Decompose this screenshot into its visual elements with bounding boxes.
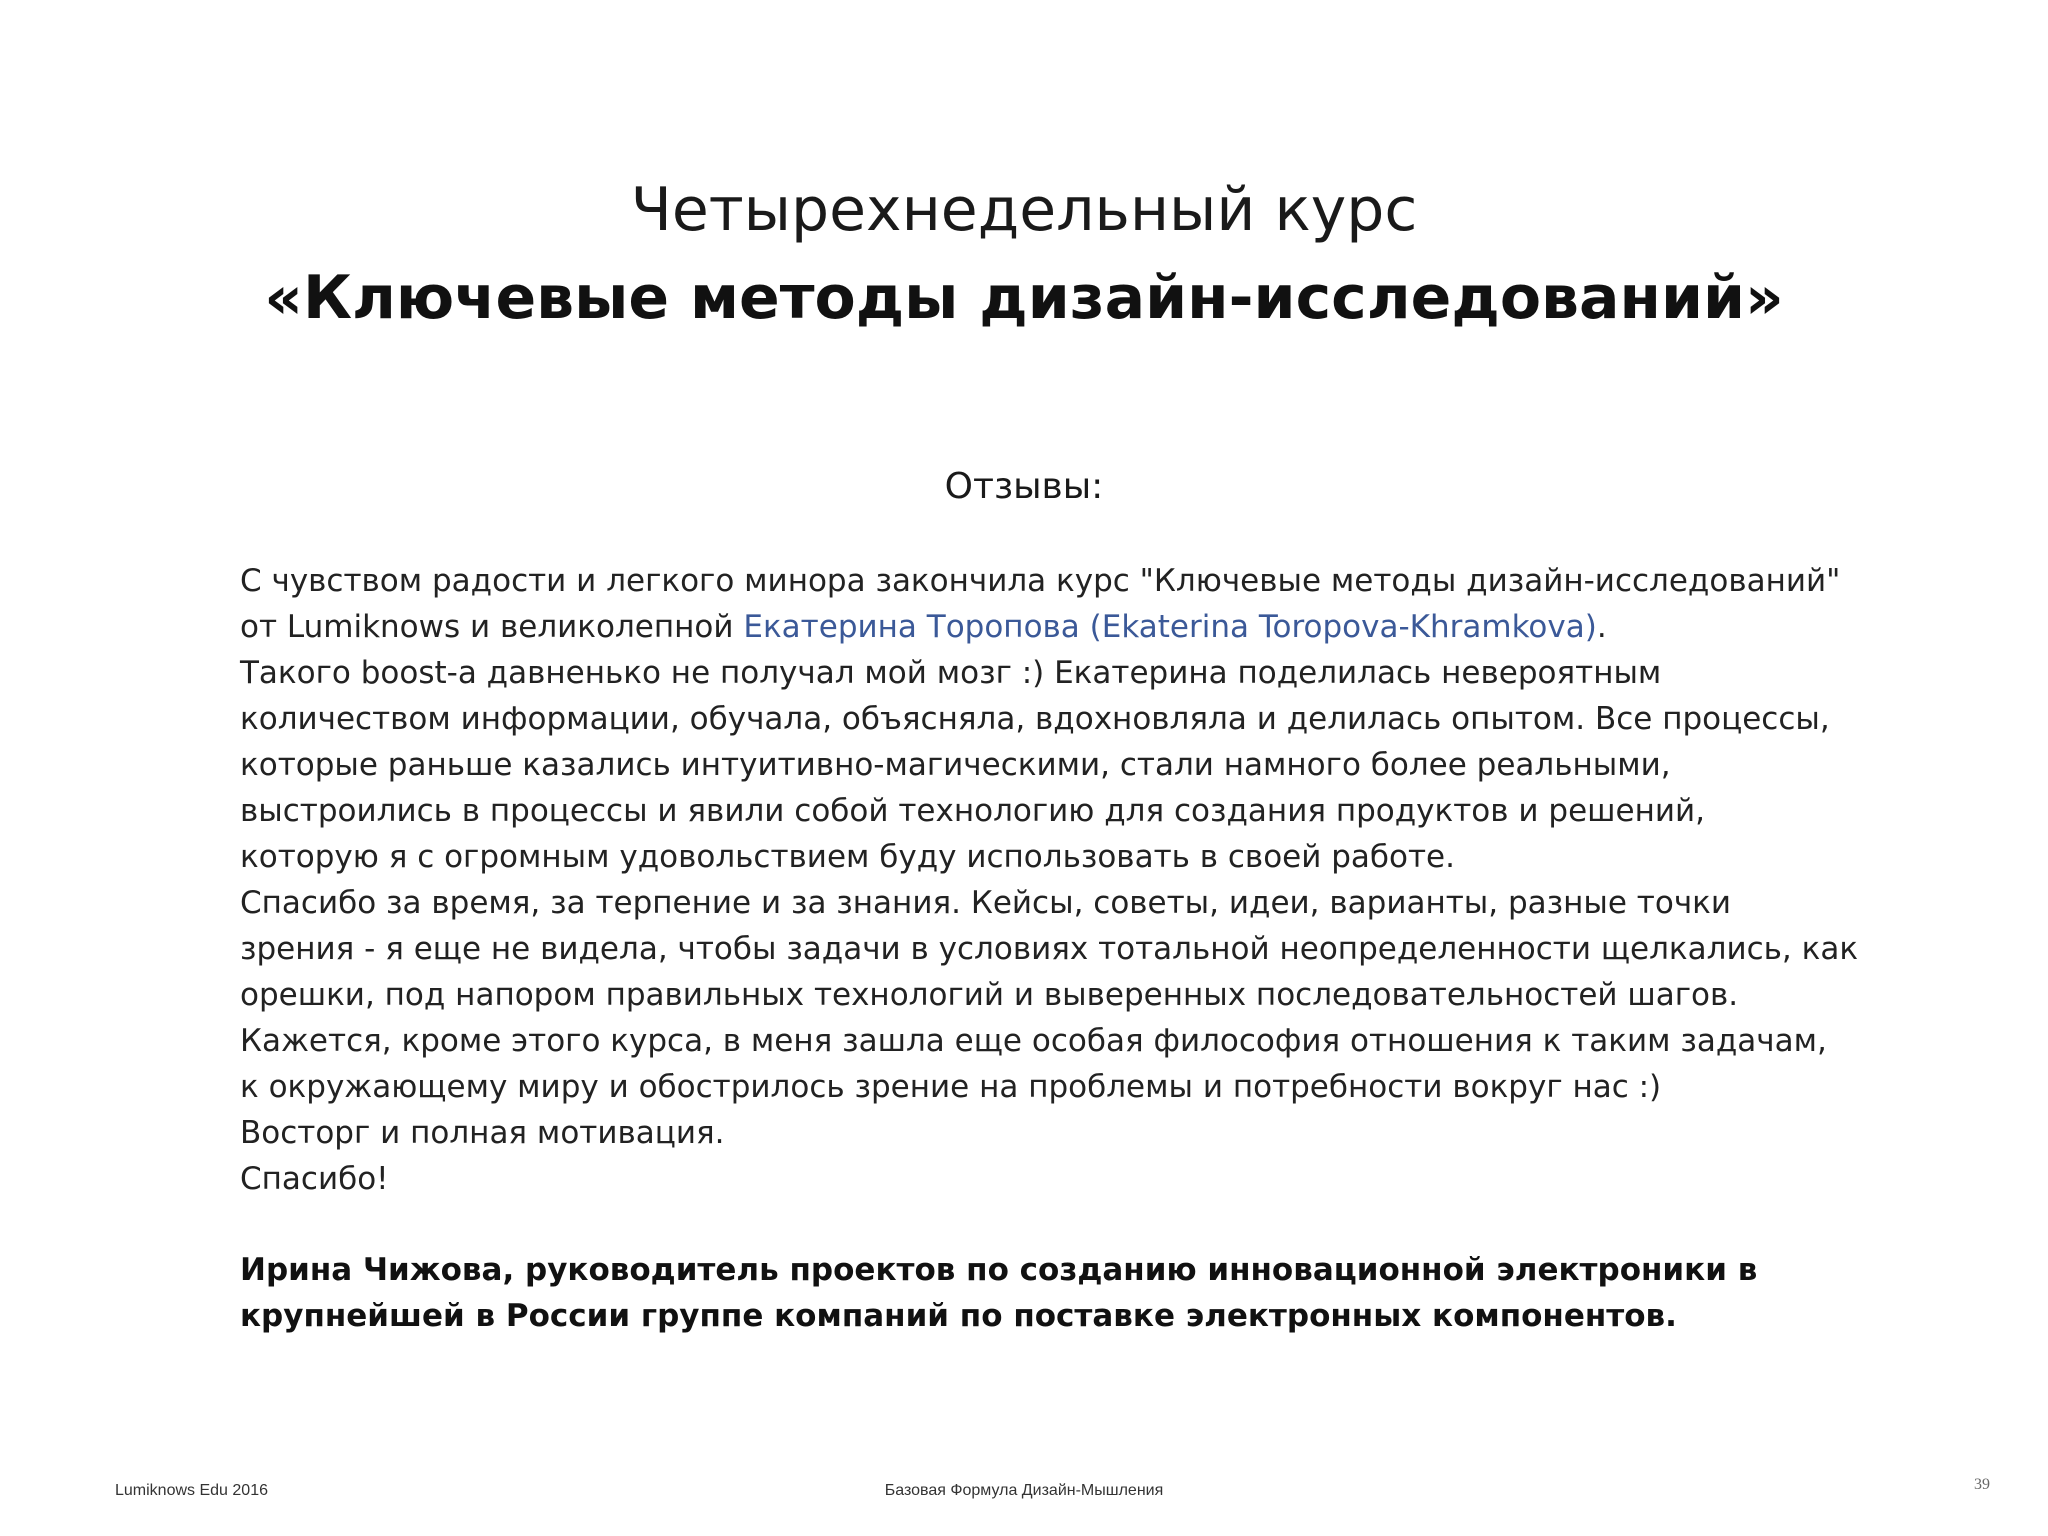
author-line: Ирина Чижова, руководитель проектов по созданию инновационной электроники в (240, 1252, 1758, 1288)
footer-brand: Lumiknows Edu 2016 (115, 1482, 268, 1499)
review-line: количеством информации, обучала, объясняла, вдохновляла и делилась опытом. Все процессы, (240, 701, 1830, 737)
review-line: Восторг и полная мотивация. (240, 1115, 725, 1151)
author-line: крупнейшей в России группе компаний по поставке электронных компонентов. (240, 1298, 1677, 1334)
page-number: 39 (1974, 1476, 1990, 1493)
review-line: Спасибо! (240, 1161, 389, 1197)
review-line: Кажется, кроме этого курса, в меня зашла еще особая философия отношения к таким задачам, (240, 1023, 1827, 1059)
review-line: которую я с огромным удовольствием буду использовать в своей работе. (240, 839, 1455, 875)
reviews-heading: Отзывы: (944, 466, 1104, 507)
review-line: С чувством радости и легкого минора закончила курс "Ключевые методы дизайн-исследований" (240, 563, 1841, 599)
course-type-title: Четырехнедельный курс (630, 175, 1418, 245)
footer-presentation-title: Базовая Формула Дизайн-Мышления (884, 1482, 1164, 1499)
review-line: выстроились в процессы и явили собой технологию для создания продуктов и решений, (240, 793, 1706, 829)
review-text (240, 558, 1859, 1202)
review-author (240, 1247, 1840, 1339)
review-line-prefix: от Lumiknows и великолепной (240, 609, 744, 645)
review-line: орешки, под напором правильных технологий и выверенных последовательностей шагов. (240, 977, 1739, 1013)
review-line: Такого boost-а давненько не получал мой мозг :) Екатерина поделилась невероятным (240, 655, 1662, 691)
author-profile-link[interactable]: Екатерина Торопова (Ekaterina Toropova-Khramkova) (743, 609, 1597, 645)
review-line-suffix: . (1596, 609, 1607, 645)
review-line: которые раньше казались интуитивно-магическими, стали намного более реальными, (240, 747, 1671, 783)
course-name-title: «Ключевые методы дизайн-исследований» (264, 263, 1784, 333)
review-line: Спасибо за время, за терпение и за знания. Кейсы, советы, идеи, варианты, разные точки (240, 885, 1732, 921)
review-line: зрения - я еще не видела, чтобы задачи в условиях тотальной неопределенности щелкались, как (240, 931, 1859, 967)
review-line: к окружающему миру и обострилось зрение на проблемы и потребности вокруг нас :) (240, 1069, 1662, 1105)
review-line (240, 604, 1840, 650)
